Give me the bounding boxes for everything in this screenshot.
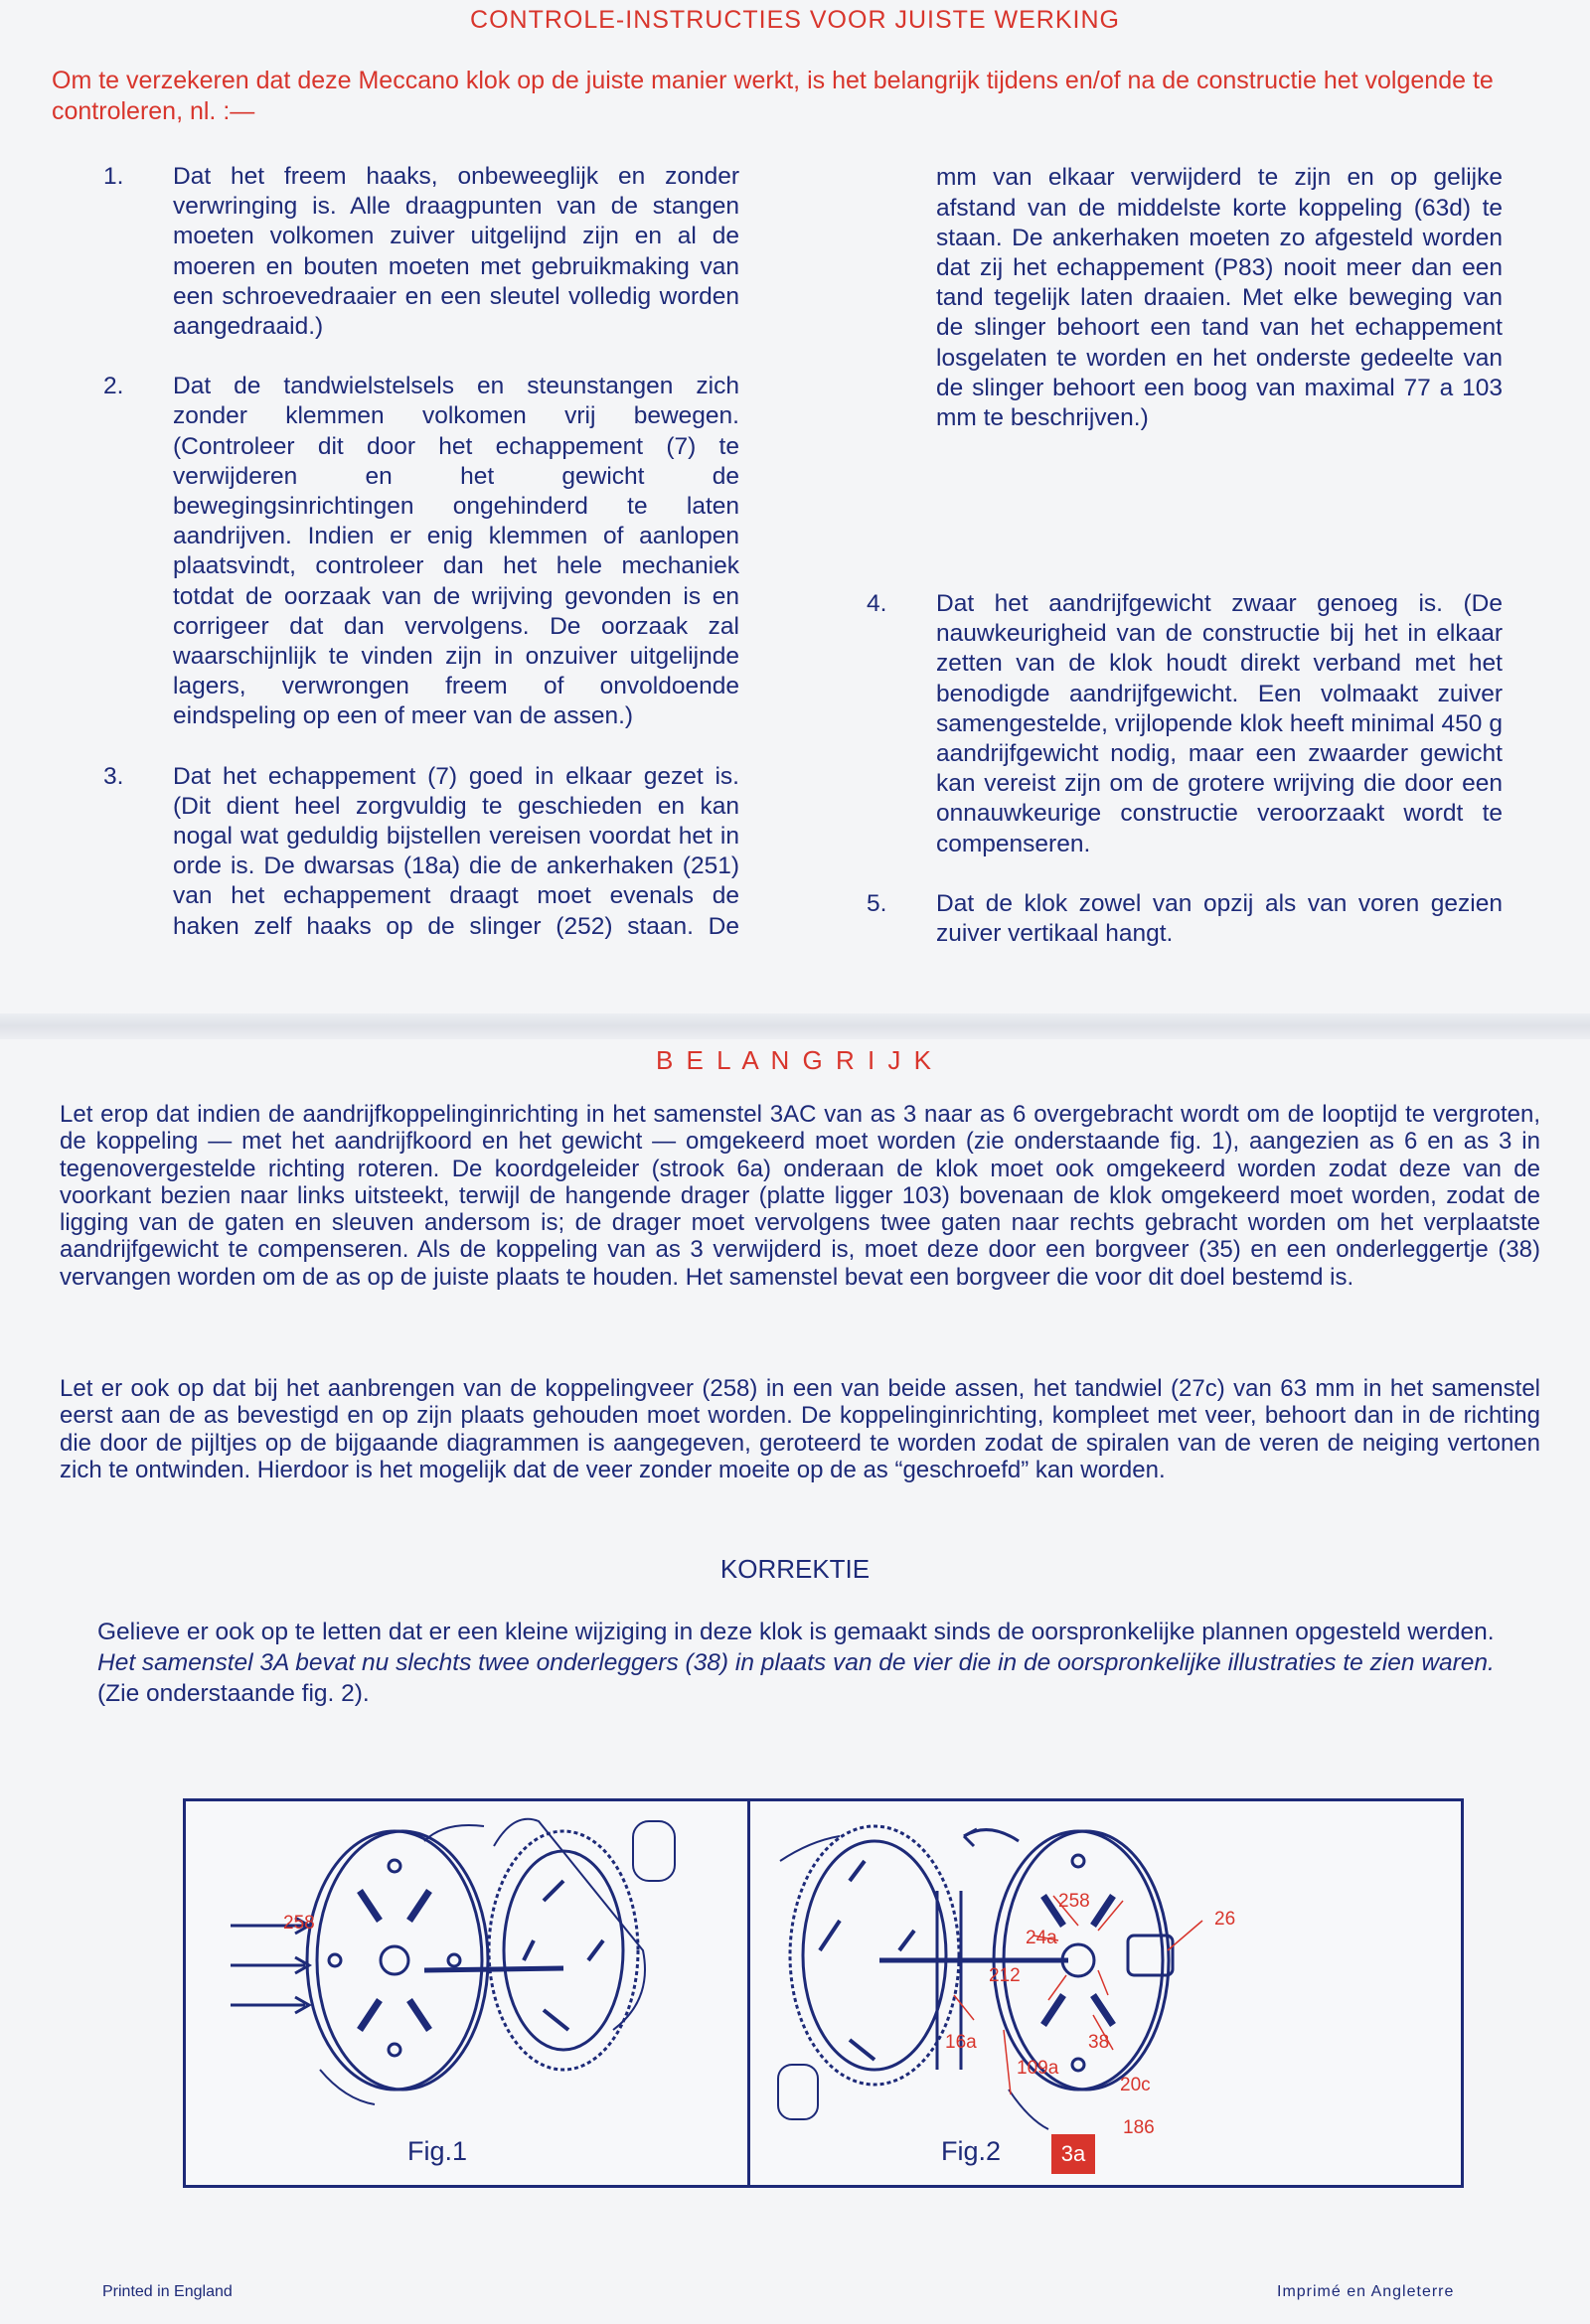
item-number: 1. <box>103 163 124 190</box>
gear-wheel <box>790 1826 959 2085</box>
page-title: CONTROLE-INSTRUCTIES VOOR JUISTE WERKING <box>470 6 1120 34</box>
item-number: 3. <box>103 762 124 790</box>
fig1-callout: 258 <box>283 1913 315 1934</box>
item-text: mm van elkaar verwijderd te zijn en op gelijke afstand van de middelste korte koppeling (63d) te staan. De ankerhaken moeten zo afgesteld worden dat zij het echappement (P83) nooit meer dan een tand tegelijk laten draaien. Met elke beweging van de slinger behoort een tand van het echappement losgelaten te worden en het onderste gedeelte van de slinger behoort een boog van maximal 77 a 103 mm te beschrijven.) <box>936 164 1503 432</box>
list-item <box>103 372 739 731</box>
fig2-callout: 24a <box>1026 1928 1057 1948</box>
footer-right: Imprimé en Angleterre <box>1277 2283 1455 2300</box>
fig2-label: Fig.2 <box>941 2136 1002 2166</box>
list-item <box>867 162 1503 559</box>
item-text: Dat de tandwielstelsels en steunstangen zich zonder klemmen volkomen vrij bewegen. (Controleer dit door het echappement (7) te verwijderen en het gewicht de bewegingsinrichtingen ongehinderd te laten aandrijven. Indien er enig klemmen of aanlopen plaatsvindt, controleer dan het hele mechaniek totdat de oorzaak van de wrijving gevonden is en corrigeer dat dan vervolgens. De oorzaak zal waarschijnlijk te vinden zijn in onzuiver uitgelijnde lagers, verwrongen freem of onvoldoende eindspeling op een of meer van de assen.) <box>173 373 739 730</box>
paper-fold <box>0 1013 1590 1039</box>
fig2-callout: 26 <box>1214 1909 1236 1930</box>
fig2-callout: 212 <box>989 1965 1021 1986</box>
fig2-callout: 38 <box>1088 2032 1110 2053</box>
korrektie-heading: KORREKTIE <box>719 1554 871 1584</box>
item-text: Dat het aandrijfgewicht zwaar genoeg is. (De nauwkeurigheid van de constructie bij het in elkaar zetten van de klok houdt direkt verband met het benodigde aandrijfgewicht. Een volmaakt zuiver samengestelde, vrijlopende klok heeft minimal 450 g aandrijfgewicht nodig, maar een zwaarder gewicht kan vereist zijn om de grotere wrijving die door een onnauwkeurige constructie veroorzaakt wordt te compenseren. <box>936 590 1503 857</box>
thumbnail <box>778 2065 818 2119</box>
hand-outline <box>780 1836 840 1861</box>
checklist-right-column <box>867 162 1503 979</box>
item-text: Dat het echappement (7) goed in elkaar gezet is. (Dit dient heel zorgvuldig te geschieden en kan nogal wat geduldig bijstellen vereisen voordat het in orde is. De dwarsas (18a) die de ankerhaken (251) van het echappement draagt moet evenals de haken zelf haaks op de slinger (252) staan. De <box>173 762 739 940</box>
list-item <box>867 889 1503 949</box>
checklist-left-column <box>103 162 739 941</box>
korrektie-italic: Het samenstel 3A bevat nu slechts twee onderleggers (38) in plaats van de vier die in de oorspronkelijke illustraties te zien waren. <box>97 1649 1495 1676</box>
item-number: 5. <box>867 889 887 917</box>
fig2-callout: 258 <box>1058 1891 1090 1912</box>
korrektie-text <box>97 1617 1538 1709</box>
list-item <box>103 162 739 342</box>
item-number: 2. <box>103 373 124 400</box>
thumbnail <box>633 1821 675 1881</box>
fig2-callout: 20c <box>1120 2075 1151 2095</box>
belangrijk-paragraph-2: Let er ook op dat bij het aanbrengen van de koppelingveer (258) in een van beide assen, het tandwiel (27c) van 63 mm in het samenstel eerst aan de as bevestigd en op zijn plaats gehouden moet worden. De koppelinginrichting, kompleet met veer, behoort dan in de richting die door de pijltjes op de bijgaande diagrammen is aangegeven, geroteerd te worden zodat de spiralen van de veren de neiging vertonen zich te ontwinden. Hierdoor is het mogelijk dat de veer zonder moeite op de as “geschroefd” kan worden. <box>60 1375 1540 1483</box>
shaft <box>424 1968 563 1970</box>
korrektie-plain: Gelieve er ook op te letten dat er een kleine wijziging in deze klok is gemaakt sinds de oorspronkelijke plannen opgesteld werden. <box>97 1619 1495 1645</box>
list-item <box>103 762 739 941</box>
fig1-illustration <box>186 1801 742 2179</box>
belangrijk-paragraph-1: Let erop dat indien de aandrijfkoppelinginrichting in het samenstel 3AC van as 3 naar as 6 overgebracht wordt om de looptijd te vergroten, de koppeling — met het aandrijfkoord en het gewicht — omgekeerd moet worden (zie onderstaande fig. 1), aangezien as 6 en as 3 in tegenovergestelde richting roteren. De koordgeleider (strook 6a) onderaan de klok moet ook omgekeerd worden zodat deze van de voorkant bezien naar links uitsteekt, terwijl de hangende drager (platte ligger 103) bovenaan de klok omgekeerd moet worden, zodat de ligging van de gaten en sleuven andersom is; de drager moet vervolgens twee gaten naar rechts gebracht worden om het verplaatste aandrijfgewicht te compenseren. Als de koppeling van as 3 verwijderd is, moet deze door een borgveer (35) en een onderleggertje (38) vervangen worden om de as op de juiste plaats te houden. Het samenstel bevat een borgveer die voor dit doel bestemd is. <box>60 1101 1540 1291</box>
fig2-callout: 186 <box>1123 2117 1155 2138</box>
footer-left: Printed in England <box>102 2283 233 2300</box>
item-text-continued <box>936 162 1503 559</box>
clutch-plate <box>307 1831 482 2090</box>
intro-text: Om te verzekeren dat deze Meccano klok op de juiste manier werkt, is het belangrijk tijdens en/of na de constructie het volgende te controleren, nl. :— <box>52 67 1494 125</box>
arrow-lines <box>231 1926 305 2005</box>
fig2-callout: 16a <box>945 2032 977 2053</box>
hub <box>381 1946 408 1974</box>
list-item <box>867 589 1503 859</box>
figure-panel <box>183 1798 1464 2188</box>
korrektie-end: (Zie onderstaande fig. 2). <box>97 1680 370 1707</box>
gear-wheel <box>489 1831 638 2070</box>
item-number: 4. <box>867 590 887 617</box>
fig2-callout: 109a <box>1017 2058 1059 2079</box>
item-text: Dat de klok zowel van opzij als van voren gezien zuiver vertikaal hangt. <box>936 889 1503 948</box>
section-badge: 3a <box>1051 2134 1095 2174</box>
fig2-illustration <box>750 1801 1458 2179</box>
fig1-label: Fig.1 <box>407 2136 468 2166</box>
pinion <box>1128 1936 1173 1975</box>
belangrijk-heading: B E L A N G R I J K <box>655 1045 934 1075</box>
item-text: Dat het freem haaks, onbeweeglijk en zonder verwringing is. Alle draagpunten van de stangen moeten volkomen zuiver uitgelijnd zijn en al de moeren en bouten moeten met gebruikmaking van een schroevedraaier en een sleutel volledig worden aangedraaid.) <box>173 163 739 341</box>
